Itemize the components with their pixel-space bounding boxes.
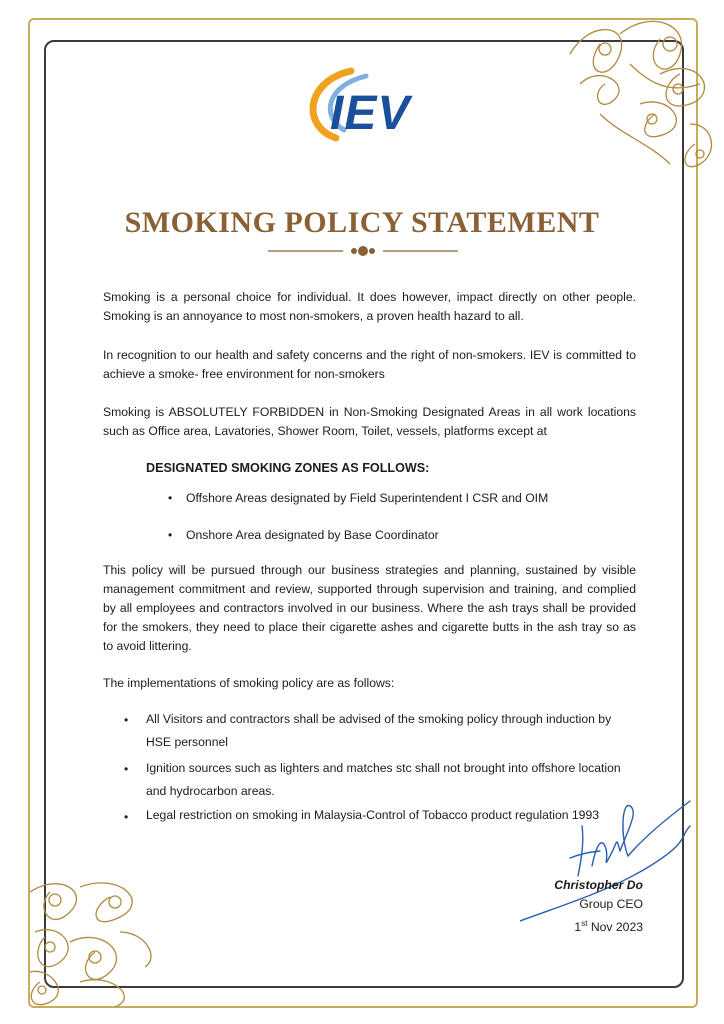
zone-item: Offshore Areas designated by Field Superintendent I CSR and OIM	[186, 491, 549, 505]
date-rest: Nov 2023	[587, 920, 643, 935]
date-day: 1	[574, 920, 582, 935]
bullet-icon: •	[124, 713, 129, 727]
signatory-name: Christopher Do	[554, 878, 643, 892]
recognition-paragraph: In recognition to our health and safety concerns and the right of non-smokers. IEV is committed to achieve a smoke- free environment for non-smokers	[103, 348, 636, 381]
signatory-role: Group CEO	[579, 897, 643, 911]
top-right-flourish-ornament	[560, 14, 720, 184]
signatory-date	[574, 914, 643, 937]
forbidden-paragraph: Smoking is ABSOLUTELY FORBIDDEN in Non-Smoking Designated Areas in all work locations such as Office area, Lavatories, Shower Room, Toilet, vessels, platforms except at	[103, 405, 636, 438]
iev-logo-text: IEV	[330, 87, 411, 140]
implementation-item: Ignition sources such as lighters and matches stc shall not brought into offshore location and hydrocarbon areas.	[146, 761, 621, 798]
zones-heading: DESIGNATED SMOKING ZONES AS FOLLOWS:	[146, 461, 430, 475]
implementation-item: All Visitors and contractors shall be advised of the smoking policy through induction by HSE personnel	[146, 712, 612, 749]
date-suffix: st	[581, 919, 588, 928]
policy-paragraph: This policy will be pursued through our business strategies and planning, sustained by visible management commitment and review, supported through supervision and training, and complied by all employees and contractors involved in our business. Where the ash trays shall be provided for the smokers, they need to place their cigarette ashes and cigarette butts in the ash tray so as to avoid littering.	[103, 563, 636, 653]
implementation-item: Legal restriction on smoking in Malaysia-Control of Tobacco product regulation 1993	[146, 808, 599, 822]
bullet-icon: •	[124, 762, 129, 776]
bottom-left-flourish-ornament	[20, 872, 170, 1012]
bullet-icon: •	[168, 528, 173, 542]
intro-paragraph: Smoking is a personal choice for individual. It does however, impact directly on other people. Smoking is an annoyance to most non-smokers, a proven health hazard to all.	[103, 290, 636, 323]
bullet-icon: •	[168, 491, 173, 505]
zone-item: Onshore Area designated by Base Coordinator	[186, 528, 439, 542]
title-divider-ornament	[268, 243, 458, 259]
page-title: SMOKING POLICY STATEMENT	[124, 206, 600, 239]
implementations-intro: The implementations of smoking policy are as follows:	[103, 676, 395, 690]
bullet-icon: •	[124, 810, 129, 824]
